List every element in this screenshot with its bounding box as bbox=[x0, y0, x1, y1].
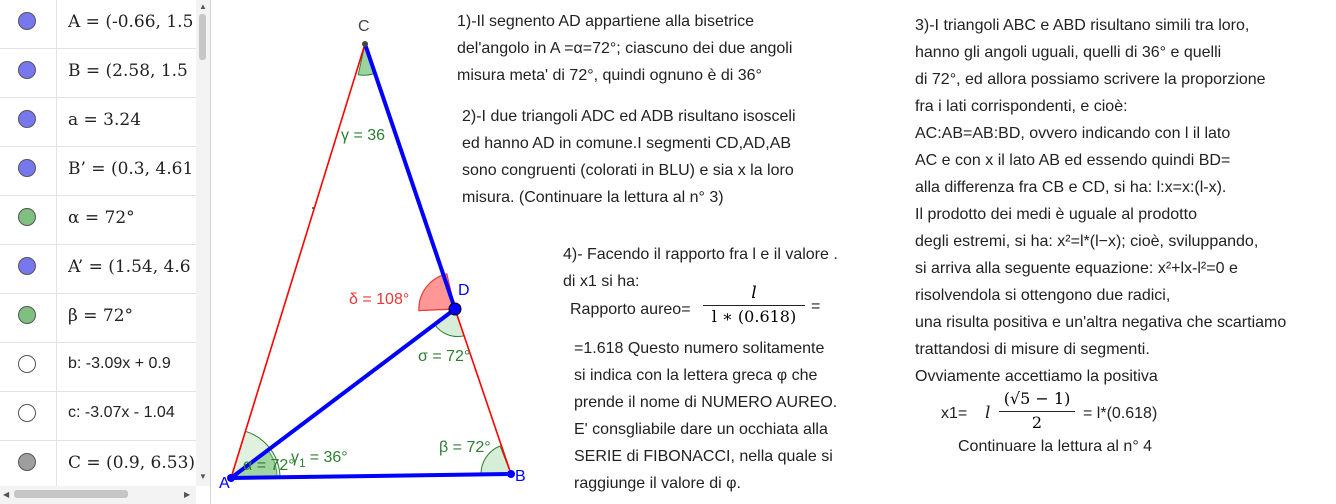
gamma1-symbol: γ bbox=[291, 449, 299, 466]
segment-CD[interactable] bbox=[365, 44, 455, 309]
label-C: C bbox=[358, 18, 370, 35]
fraction-numerator: l bbox=[751, 283, 757, 303]
algebra-expression[interactable]: C = (0.9, 6.53) bbox=[68, 453, 196, 473]
text2-line: ed hanno AD in comune.I segmenti CD,AD,AB bbox=[462, 135, 792, 152]
text-note-3[interactable] bbox=[915, 12, 1286, 390]
visibility-dot-icon[interactable] bbox=[18, 355, 36, 373]
algebra-expression[interactable]: A = (-0.66, 1.5 bbox=[68, 12, 194, 32]
text1-line: misura meta' di 72°, quindi ognuno è di 36° bbox=[457, 67, 762, 84]
text3-line: di 72°, ed allora possiamo scrivere la proporzione bbox=[915, 71, 1266, 88]
golden-ratio-label: Rapporto aureo= bbox=[570, 301, 691, 318]
text3-line: fra i lati corrispondenti, e cioè: bbox=[915, 98, 1128, 115]
text-note-1[interactable] bbox=[457, 8, 792, 89]
golden-ratio-fraction bbox=[703, 283, 805, 328]
label-angle-alpha: α = 72° bbox=[243, 457, 295, 474]
x1-result: = l*(0.618) bbox=[1083, 405, 1158, 422]
label-angle-sigma: σ = 72° bbox=[418, 348, 471, 365]
text-note-4-body[interactable] bbox=[574, 335, 837, 497]
visibility-dot-icon[interactable] bbox=[18, 159, 36, 177]
text4-line: SERIE di FIBONACCI, nella quale si bbox=[574, 448, 833, 465]
gamma1-value: = 36° bbox=[309, 449, 348, 466]
text3-line: si arriva alla seguente equazione: x²+lx-l²=0 e bbox=[915, 260, 1238, 277]
text2-line: sono congruenti (colorati in BLU) e sia x la loro bbox=[462, 162, 794, 179]
visibility-toggle[interactable] bbox=[0, 49, 57, 97]
algebra-expression[interactable]: B = (2.58, 1.5 bbox=[68, 61, 188, 81]
visibility-dot-icon[interactable] bbox=[18, 110, 36, 128]
visibility-dot-icon[interactable] bbox=[18, 404, 36, 422]
visibility-toggle[interactable] bbox=[0, 0, 57, 48]
text3-line: 3)-I triangoli ABC e ABD risultano simili tra loro, bbox=[915, 17, 1250, 34]
label-B: B bbox=[515, 468, 526, 485]
text3-line: degli estremi, si ha: x²=l*(l−x); cioè, sviluppando, bbox=[915, 233, 1259, 250]
visibility-toggle[interactable] bbox=[0, 245, 57, 293]
visibility-dot-icon[interactable] bbox=[18, 12, 36, 30]
visibility-toggle[interactable] bbox=[0, 343, 57, 391]
visibility-dot-icon[interactable] bbox=[18, 257, 36, 275]
scroll-right-icon[interactable]: ▶ bbox=[184, 490, 191, 499]
algebra-expression[interactable]: β = 72° bbox=[68, 306, 134, 326]
label-angle-beta: β = 72° bbox=[439, 439, 491, 456]
x1-denominator: 2 bbox=[1031, 413, 1043, 432]
continue-note-4: Continuare la lettura al n° 4 bbox=[958, 438, 1153, 455]
text3-line: AC e con x il lato AB ed essendo quindi BD= bbox=[915, 152, 1231, 169]
point-D[interactable] bbox=[449, 303, 461, 315]
algebra-item[interactable] bbox=[0, 392, 196, 441]
text-note-2[interactable] bbox=[462, 103, 796, 211]
algebra-expression[interactable]: A’ = (1.54, 4.6 bbox=[68, 257, 191, 277]
text4-line: si indica con la lettera greca φ che bbox=[574, 367, 818, 384]
label-angle-gamma1 bbox=[291, 449, 348, 470]
text4-line: prende il nome di NUMERO AUREO. bbox=[574, 394, 838, 411]
x1-label: x1= bbox=[941, 405, 968, 422]
algebra-expression[interactable]: B’ = (0.3, 4.61 bbox=[68, 159, 194, 179]
visibility-toggle[interactable] bbox=[0, 294, 57, 342]
text4-line: 4)- Facendo il rapporto fra l e il valore . bbox=[563, 246, 838, 263]
algebra-item[interactable] bbox=[0, 294, 196, 343]
algebra-item[interactable] bbox=[0, 245, 196, 294]
point-C[interactable] bbox=[362, 41, 368, 47]
tick-mark bbox=[312, 207, 314, 209]
visibility-dot-icon[interactable] bbox=[18, 208, 36, 226]
horizontal-scroll-thumb[interactable] bbox=[14, 490, 128, 498]
text4-line: di x1 si ha: bbox=[563, 273, 640, 290]
algebra-item[interactable] bbox=[0, 147, 196, 196]
visibility-toggle[interactable] bbox=[0, 441, 57, 489]
algebra-item[interactable] bbox=[0, 98, 196, 147]
label-A: A bbox=[219, 475, 230, 492]
segment-AC[interactable] bbox=[231, 44, 365, 478]
vertical-scroll-thumb[interactable] bbox=[199, 14, 206, 60]
algebra-vertical-scrollbar[interactable] bbox=[196, 0, 210, 486]
algebra-item[interactable] bbox=[0, 49, 196, 98]
text4-line: E' consgliabile dare un occhiata alla bbox=[574, 421, 828, 438]
label-angle-gamma: γ = 36 bbox=[341, 127, 386, 144]
gamma1-subscript: 1 bbox=[299, 456, 306, 470]
golden-ratio-equals: = bbox=[811, 298, 821, 315]
label-angle-delta: δ = 108° bbox=[349, 291, 410, 308]
text3-line: Ovviamente accettiamo la positiva bbox=[915, 368, 1158, 385]
algebra-expression[interactable]: a = 3.24 bbox=[68, 110, 142, 130]
text3-line: trattandosi di misure di segmenti. bbox=[915, 341, 1150, 358]
visibility-dot-icon[interactable] bbox=[18, 453, 36, 471]
x1-fraction bbox=[995, 388, 1079, 434]
text3-line: una risulta positiva e un'altra negativa che scartiamo bbox=[915, 314, 1287, 331]
label-D: D bbox=[458, 282, 470, 299]
scroll-down-icon[interactable]: ▼ bbox=[199, 472, 207, 481]
text2-line: misura. (Continuare la lettura al n° 3) bbox=[462, 189, 724, 206]
visibility-toggle[interactable] bbox=[0, 98, 57, 146]
text3-line: alla differenza fra CB e CD, si ha: l:x=x:(l-x). bbox=[915, 179, 1227, 196]
algebra-expression[interactable]: c: -3.07x - 1.04 bbox=[68, 404, 175, 421]
text1-line: del'angolo in A =α=72°; ciascuno dei due angoli bbox=[457, 40, 793, 57]
visibility-toggle[interactable] bbox=[0, 196, 57, 244]
text3-line: hanno gli angoli uguali, quelli di 36° e quelli bbox=[915, 44, 1222, 61]
algebra-item[interactable] bbox=[0, 196, 196, 245]
algebra-expression[interactable]: α = 72° bbox=[68, 208, 135, 228]
algebra-view bbox=[0, 0, 211, 504]
algebra-item[interactable] bbox=[0, 0, 196, 49]
scroll-up-icon[interactable]: ▲ bbox=[199, 2, 207, 11]
point-B[interactable] bbox=[507, 470, 515, 478]
visibility-dot-icon[interactable] bbox=[18, 306, 36, 324]
visibility-toggle[interactable] bbox=[0, 147, 57, 195]
text4-line: raggiunge il valore di φ. bbox=[574, 475, 741, 492]
visibility-toggle[interactable] bbox=[0, 392, 57, 440]
scroll-left-icon[interactable]: ◀ bbox=[3, 490, 10, 499]
algebra-item[interactable] bbox=[0, 343, 196, 392]
text3-line: risolvendola si ottengono due radici, bbox=[915, 287, 1171, 304]
fraction-denominator: l ∗ (0.618) bbox=[711, 307, 797, 326]
graphics-view[interactable] bbox=[211, 0, 1336, 504]
visibility-dot-icon[interactable] bbox=[18, 61, 36, 79]
text3-line: AC:AB=AB:BD, ovvero indicando con l il lato bbox=[915, 125, 1231, 142]
x1-numerator: (√5 − 1) bbox=[1003, 389, 1071, 408]
text1-line: 1)-Il segnento AD appartiene alla bisetrice bbox=[457, 13, 755, 30]
algebra-item[interactable] bbox=[0, 441, 196, 490]
x1-l-symbol: l bbox=[985, 403, 991, 423]
text4-line: =1.618 Questo numero solitamente bbox=[574, 340, 825, 357]
algebra-expression[interactable]: b: -3.09x + 0.9 bbox=[68, 355, 171, 372]
text2-line: 2)-I due triangoli ADC ed ADB risultano isosceli bbox=[462, 108, 796, 125]
text3-line: Il prodotto dei medi è uguale al prodotto bbox=[915, 206, 1197, 223]
